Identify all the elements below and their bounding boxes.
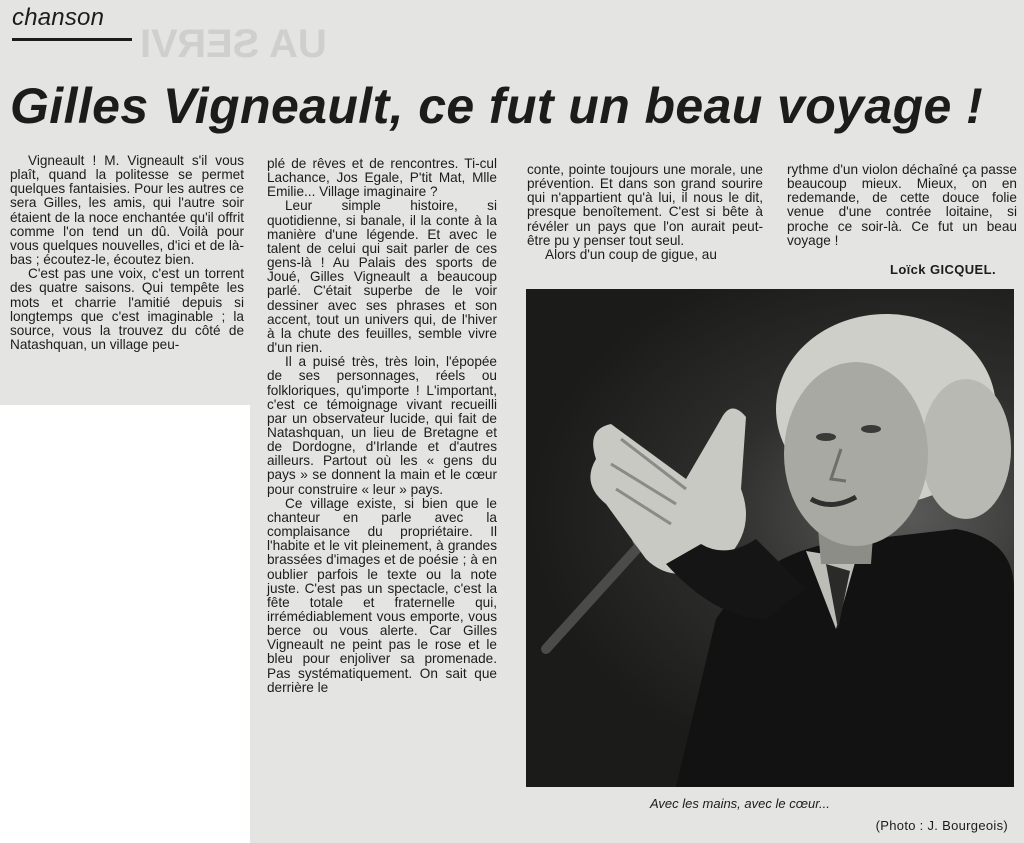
- headline: Gilles Vigneault, ce fut un beau voyage !: [10, 78, 984, 134]
- paragraph: Leur simple histoire, si quotidienne, si banale, il la conte à la manière d'une légende. Et avec le talent de celui qui sait parler de ces gens-là ! Au Palais des sports de Joué, Gilles Vigneault a beaucoup parlé. C'était superbe de le voir dessiner avec ses phrases et son accent, tout un univers qui, de l'hiver à la chute des feuilles, semble vivre d'un rien.: [267, 198, 497, 356]
- rubric-underline: [12, 38, 132, 41]
- article-column-4: [787, 163, 1017, 248]
- paragraph: conte, pointe toujours une morale, une prévention. Et dans son grand sourire qui n'appartient qu'à lui, il nous le dit, presque benoîtement. C'est si bête à révéler un pays que l'on aurait peut-être pu y penser tout seul.: [527, 162, 763, 248]
- article-column-1: [10, 154, 244, 352]
- paragraph: Alors d'un coup de gigue, au: [545, 246, 717, 262]
- paragraph: rythme d'un violon déchaîné ça passe beaucoup mieux. Mieux, on en redemande, de cette douce folie venue d'une contrée loitaine, si proche ce soir-là. Ce fut un beau voyage !: [787, 162, 1017, 248]
- paragraph: plé de rêves et de rencontres. Ti-cul Lachance, Jos Egale, P'tit Mat, Mlle Emilie... Village imaginaire ?: [267, 156, 497, 200]
- paragraph: C'est pas une voix, c'est un torrent des quatre saisons. Qui tempête les mots et charrie l'amitié depuis si longtemps que c'est imaginable ; la source, vous la trouvez du côté de Natashquan, un village peu-: [10, 266, 244, 353]
- paragraph: Vigneault ! M. Vigneault s'il vous plaît, quand la politesse se permet quelques fantaisies. Pour les autres ce sera Gilles, les amis, qui l'autre soir étaient de la noce enchantée qu'il offrit comme l'on tend un dû. Voilà pour vous quelques nouvelles, d'ici et de là-bas ; écoutez-le, écoutez bien.: [10, 153, 244, 268]
- bleed-through-text: UA SERVI: [140, 22, 327, 66]
- author-signature: Loïck GICQUEL.: [889, 262, 996, 277]
- article-column-2: [267, 157, 497, 695]
- singer-photo: [526, 289, 1014, 787]
- article-column-3: [527, 163, 763, 262]
- photo-caption: Avec les mains, avec le cœur...: [650, 796, 830, 811]
- paragraph: Il a puisé très, très loin, l'épopée de ses personnages, réels ou folkloriques, qu'importe ! L'important, c'est ce témoignage vivant recueilli par un observateur lucide, qui fait de Natashquan, un lieu de Bretagne et de Dordogne, d'Irlande et d'autres ailleurs. Partout où les « gens du pays » se donnent la main et le cœur pour construire « leur » pays.: [267, 354, 497, 497]
- paragraph: Ce village existe, si bien que le chanteur en parle avec la complaisance du propriétaire. Il l'habite et le vit pleinement, à grandes brassées d'images et de poésie ; à en oublier parfois le texte ou la note juste. C'est pas un spectacle, c'est la fête totale et fraternelle qui, irrémédiablement vous emporte, vous berce ou vous alerte. Car Gilles Vigneault ne peint pas le rose et le bleu pour enjoliver sa promenade. Pas systématiquement. On sait que derrière le: [267, 495, 497, 695]
- section-rubric: chanson: [12, 4, 105, 31]
- photo-credit: (Photo : J. Bourgeois): [875, 818, 1008, 833]
- singer-photo-illustration: [526, 289, 1014, 787]
